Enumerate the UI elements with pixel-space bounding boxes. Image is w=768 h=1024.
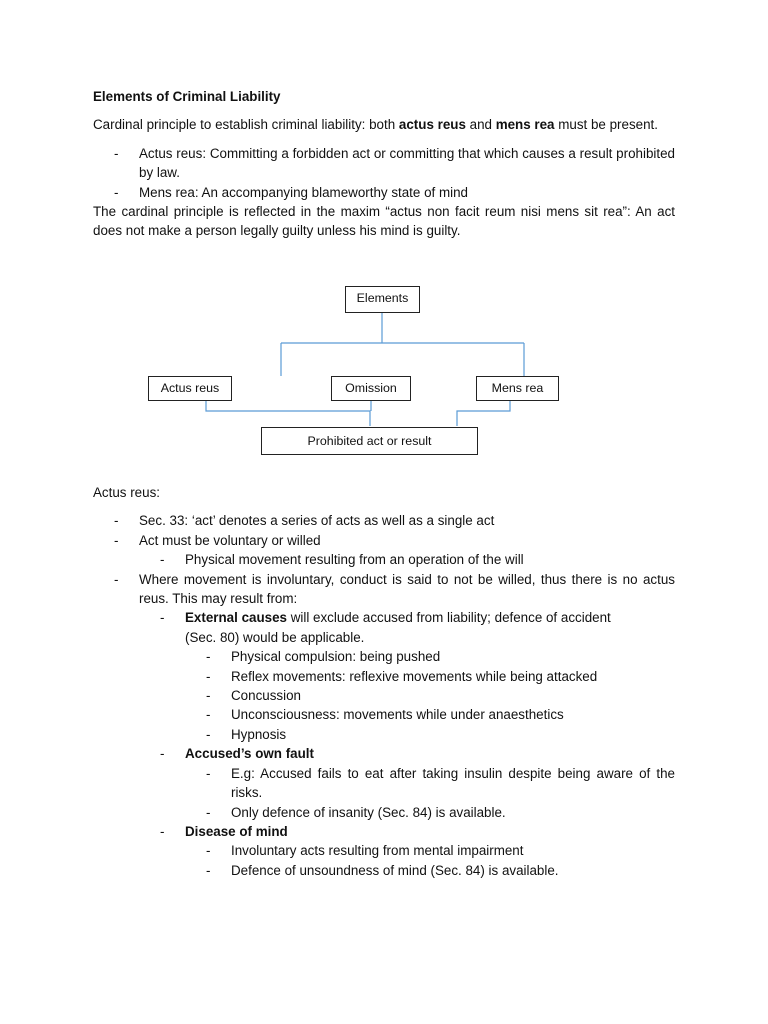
list-item-voluntary [93,531,675,570]
diagram-box-omission: Omission [331,376,411,401]
involuntary-sublist [185,608,675,880]
intro-paragraph [93,115,675,134]
disease-sublist [231,841,675,880]
page-title: Elements of Criminal Liability [93,89,281,104]
list-item-physical: - Physical movement resulting from an operation of the will [139,550,675,569]
section-heading: Actus reus: [93,485,160,500]
list-item-disease-of-mind [139,822,675,880]
elements-diagram [148,286,560,456]
maxim-paragraph: The cardinal principle is reflected in the maxim “actus non facit reum nisi mens sit rea”: An act does not make a person legally guilty unless his mind is guilty. [93,204,675,239]
list-item: - E.g: Accused fails to eat after taking insulin despite being aware of the risks. [185,764,675,803]
connector-mens [457,400,510,426]
diagram-box-elements: Elements [345,286,420,313]
list-item: - Defence of unsoundness of mind (Sec. 84) is available. [185,861,675,880]
diagram-box-prohibited-result: Prohibited act or result [261,427,478,455]
own-fault-sublist [231,764,675,822]
disease-of-mind-bold: Disease of mind [185,823,288,839]
list-item: - Physical compulsion: being pushed [185,647,675,666]
external-causes-text-2: (Sec. 80) would be applicable. [185,629,365,645]
list-item: - Reflex movements: reflexive movements while being attacked [185,667,675,686]
diagram-box-mens-rea: Mens rea [476,376,559,401]
list-item: - Involuntary acts resulting from mental impairment [185,841,675,860]
intro-bold-actus: actus reus [398,117,466,133]
diagram-box-actus-reus: Actus reus [148,376,232,401]
intro-text-mid: and [465,117,496,133]
voluntary-text: Act must be voluntary or willed [139,532,321,548]
definition-mens: - Mens rea: An accompanying blameworthy state of mind [93,183,675,202]
list-item-sec33: - Sec. 33: ‘act’ denotes a series of acts as well as a single act [93,511,675,530]
list-item-involuntary [93,570,675,881]
intro-text-end: must be present. [554,117,658,133]
list-item: - Only defence of insanity (Sec. 84) is available. [185,803,675,822]
actus-reus-section [93,483,675,880]
list-item-own-fault [139,744,675,822]
definition-actus: - Actus reus: Committing a forbidden act or committing that which causes a result prohibited by law. [93,144,675,183]
list-item: - Unconsciousness: movements while under anaesthetics [185,705,675,724]
intro-text: Cardinal principle to establish criminal liability: both [93,117,399,133]
external-causes-text: will exclude accused from liability; defence of accident [286,610,611,626]
document-body [93,87,675,241]
definition-list [93,144,675,202]
voluntary-sublist [185,550,675,569]
involuntary-text: Where movement is involuntary, conduct is said to not be willed, thus there is no actus reus. This may result from: [139,571,675,607]
connector-actus [206,400,370,426]
list-item: - Hypnosis [185,725,675,744]
actus-points [93,511,675,880]
own-fault-bold: Accused’s own fault [185,746,314,762]
list-item-external-causes [139,608,675,744]
list-item: - Concussion [185,686,675,705]
external-causes-bold: External causes [185,610,287,626]
intro-bold-mens: mens rea [495,117,555,133]
external-causes-sublist [231,647,675,744]
